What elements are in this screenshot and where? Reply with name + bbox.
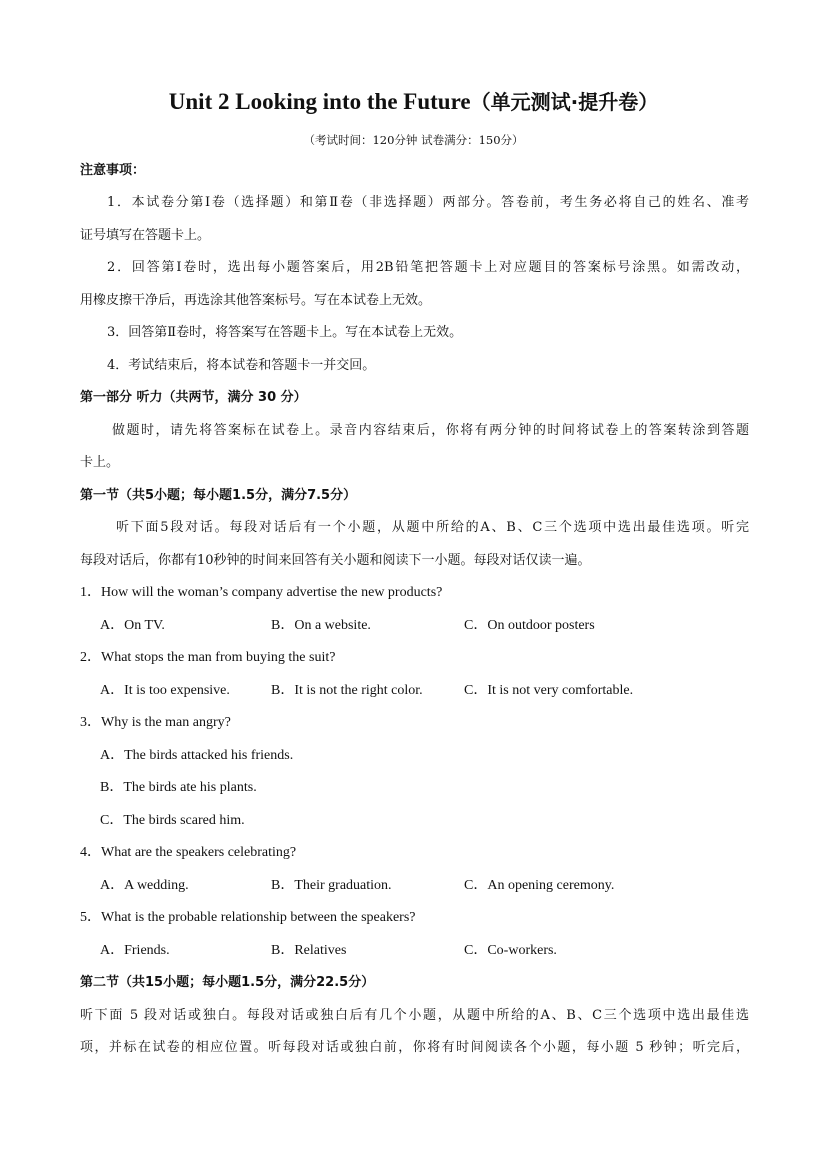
question-1-option-a: A．On TV. xyxy=(100,618,165,633)
question-5-option-c: C．Co-workers. xyxy=(464,943,557,958)
notice-item-2-line-2: 用橡皮擦干净后，再选涂其他答案标号。写在本试卷上无效。 xyxy=(80,293,432,308)
part1-heading: 第一部分 听力（共两节，满分 30 分） xyxy=(80,390,307,405)
notice-item-1-line-2: 证号填写在答题卡上。 xyxy=(80,228,211,243)
section2-intro-line-2: 项，并标在试卷的相应位置。听每段对话或独白前，你将有时间阅读各个小题，每小题 5 秒钟；听完后， xyxy=(80,1040,749,1055)
question-1-stem: 1．How will the woman’s company advertise the new products? xyxy=(80,585,443,600)
question-3-option-a: A．The birds attacked his friends. xyxy=(100,748,294,763)
question-2-stem: 2．What stops the man from buying the suit? xyxy=(80,650,336,665)
notice-heading: 注意事项： xyxy=(80,163,146,178)
part1-intro-line-1: 做题时，请先将答案标在试卷上。录音内容结束后，你将有两分钟的时间将试卷上的答案转涂到答题 xyxy=(112,423,749,438)
section1-intro-line-1: 听下面5段对话。每段对话后有一个小题，从题中所给的A、B、C三个选项中选出最佳选项。听完 xyxy=(116,520,749,535)
question-4-stem: 4．What are the speakers celebrating? xyxy=(80,845,297,860)
question-5-option-b: B．Relatives xyxy=(271,943,347,958)
question-5-option-a: A．Friends. xyxy=(100,943,170,958)
exam-info: （考试时间：120分钟 试卷满分：150分） xyxy=(303,133,524,147)
notice-item-4: 4．考试结束后，将本试卷和答题卡一并交回。 xyxy=(107,358,376,373)
section2-intro-line-1: 听下面 5 段对话或独白。每段对话或独白后有几个小题，从题中所给的A、B、C三个选项中选出最佳选 xyxy=(80,1008,749,1023)
section1-heading: 第一节（共5小题；每小题1.5分，满分7.5分） xyxy=(80,488,357,503)
part1-intro-line-2: 卡上。 xyxy=(80,455,120,470)
question-1-option-c: C．On outdoor posters xyxy=(464,618,595,633)
notice-item-1-line-1: 1．本试卷分第Ⅰ卷（选择题）和第Ⅱ卷（非选择题）两部分。答卷前，考生务必将自己的姓名、准考 xyxy=(107,195,749,210)
question-2-option-a: A．It is too expensive. xyxy=(100,683,230,698)
question-4-option-c: C．An opening ceremony. xyxy=(464,878,615,893)
question-1-option-b: B．On a website. xyxy=(271,618,371,633)
page-title xyxy=(0,86,827,115)
title-english: Unit 2 Looking into the Future xyxy=(168,89,471,114)
question-4-option-b: B．Their graduation. xyxy=(271,878,392,893)
section1-intro-line-2: 每段对话后，你都有10秒钟的时间来回答有关小题和阅读下一小题。每段对话仅读一遍。 xyxy=(80,553,591,568)
notice-item-3: 3．回答第Ⅱ卷时，将答案写在答题卡上。写在本试卷上无效。 xyxy=(107,325,463,340)
question-4-option-a: A．A wedding. xyxy=(100,878,189,893)
question-2-option-c: C．It is not very comfortable. xyxy=(464,683,634,698)
question-2-option-b: B．It is not the right color. xyxy=(271,683,423,698)
notice-item-2-line-1: 2．回答第Ⅰ卷时，选出每小题答案后，用2B铅笔把答题卡上对应题目的答案标号涂黑。如需改动， xyxy=(107,260,749,275)
question-3-stem: 3．Why is the man angry? xyxy=(80,715,231,730)
question-3-option-c: C．The birds scared him. xyxy=(100,813,245,828)
title-chinese: （单元测试·提升卷） xyxy=(470,90,659,114)
section2-heading: 第二节（共15小题；每小题1.5分，满分22.5分） xyxy=(80,975,375,990)
question-3-option-b: B．The birds ate his plants. xyxy=(100,780,257,795)
question-5-stem: 5．What is the probable relationship between the speakers? xyxy=(80,910,416,925)
